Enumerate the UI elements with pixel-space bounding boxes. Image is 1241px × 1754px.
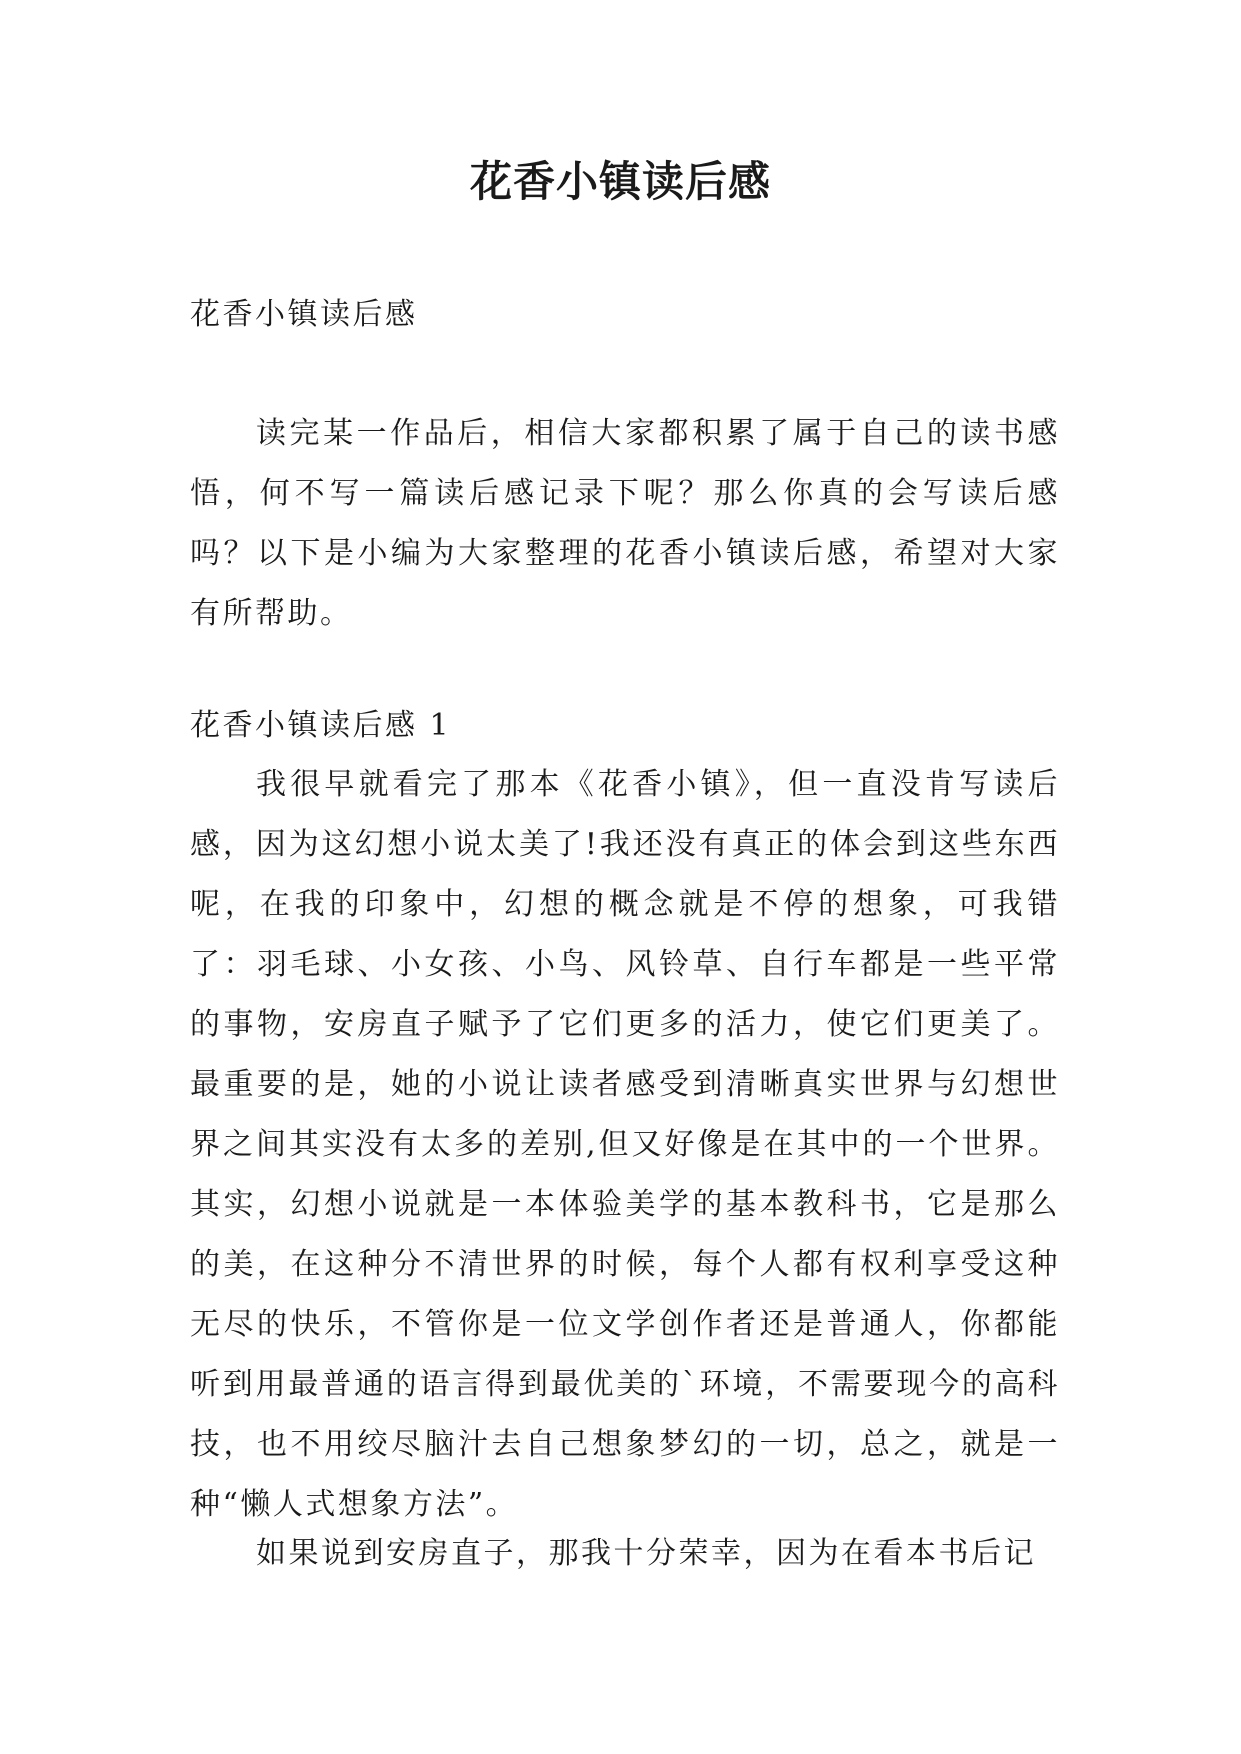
section-heading: 花香小镇读后感 1 xyxy=(190,708,452,743)
document-title: 花香小镇读后感 xyxy=(469,157,771,206)
subtitle: 花香小镇读后感 xyxy=(190,297,418,332)
body-paragraph: 如果说到安房直子，那我十分荣幸，因为在看本书后记 xyxy=(256,1536,1036,1571)
intro-paragraph: 读完某一作品后，相信大家都积累了属于自己的读书感悟，何不写一篇读后感记录下呢？那么你真的会写读后感吗？以下是小编为大家整理的花香小镇读后感，希望对大家有所帮助。 xyxy=(190,416,1060,631)
body-paragraph: 我很早就看完了那本《花香小镇》，但一直没肯写读后感，因为这幻想小说太美了!我还没有真正的体会到这些东西呢，在我的印象中，幻想的概念就是不停的想象，可我错了：羽毛球、小女孩、小鸟、风铃草、自行车都是一些平常的事物，安房直子赋予了它们更多的活力，使它们更美了。最重要的是，她的小说让读者感受到清晰真实世界与幻想世界之间其实没有太多的差别,但又好像是在其中的一个世界。其实，幻想小说就是一本体验美学的基本教科书，它是那么的美，在这种分不清世界的时候，每个人都有权利享受这种无尽的快乐，不管你是一位文学创作者还是普通人，你都能听到用最普通的语言得到最优美的`环境，不需要现今的高科技，也不用绞尽脑汁去自己想象梦幻的一切，总之，就是一种“懒人式想象方法”。 xyxy=(190,767,1060,1522)
